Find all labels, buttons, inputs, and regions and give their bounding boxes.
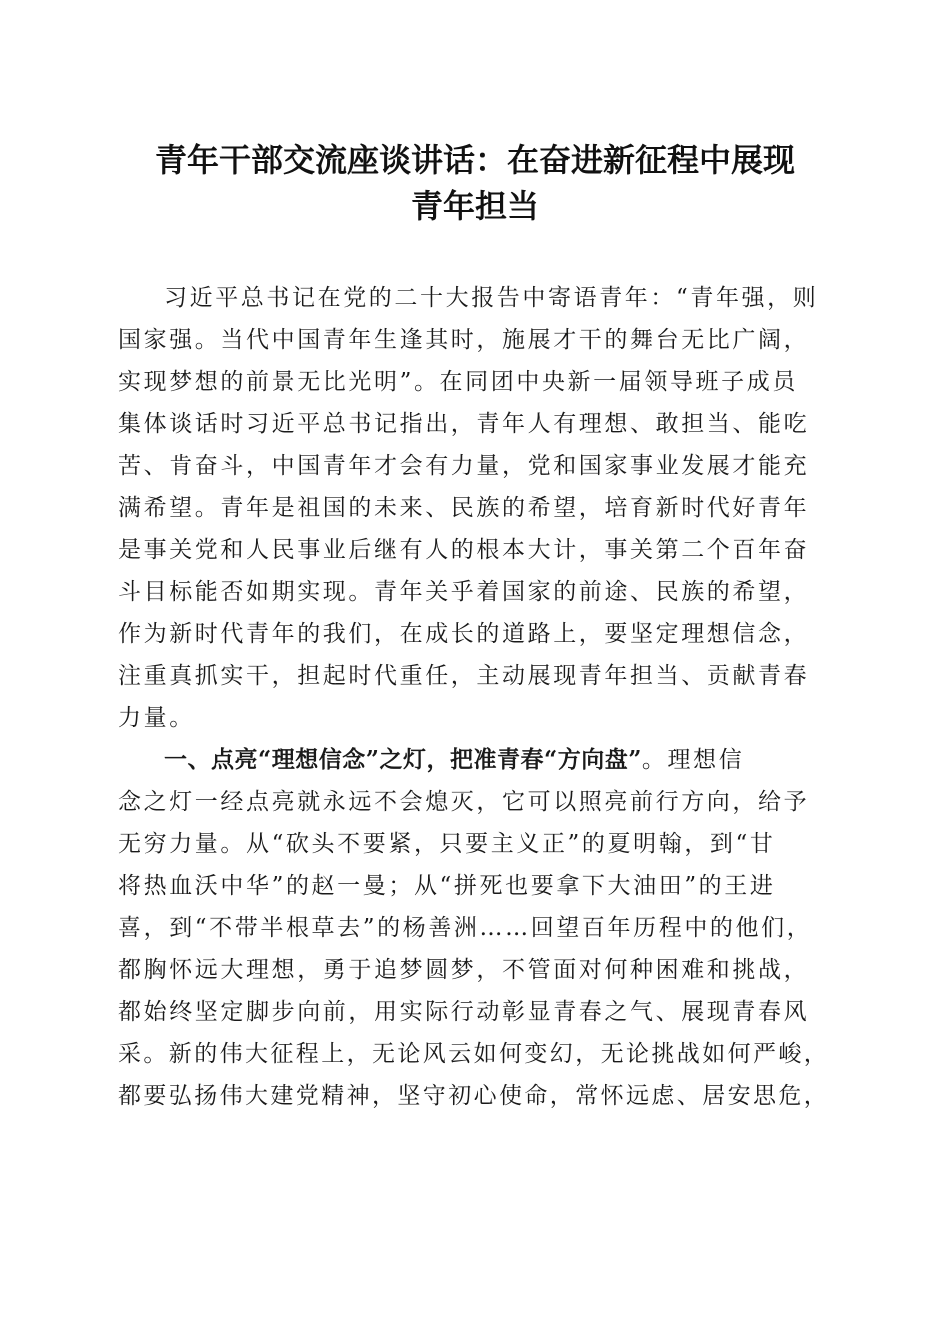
paragraph-line: 将热血沃中华”的赵一曼；从“拼死也要拿下大油田”的王进 [118,873,776,899]
section-1-first-line [118,739,830,781]
paragraph-line: 采。新的伟大征程上，无论风云如何变幻，无论挑战如何严峻， [118,1041,830,1067]
paragraph-line: 都要弘扬伟大建党精神，坚守初心使命，常怀远虑、居安思危， [118,1083,830,1109]
paragraph-line: 注重真抓实干，担起时代重任，主动展现青年担当、贡献青春 [118,663,810,689]
paragraph-line: 斗目标能否如期实现。青年关乎着国家的前途、民族的希望， [118,579,810,605]
paragraph-line: 作为新时代青年的我们，在成长的道路上，要坚定理想信念， [118,621,810,647]
document-title [100,137,850,229]
paragraph-line: 力量。 [118,705,195,731]
paragraph-line: 无穷力量。从“砍头不要紧，只要主义正”的夏明翰，到“甘 [118,831,776,857]
section-1-first-line-rest: 。理想信 [641,747,745,773]
paragraph-line: 都胸怀远大理想，勇于追梦圆梦，不管面对何种困难和挑战， [118,957,810,983]
section-1 [118,739,830,1117]
paragraph-line: 满希望。青年是祖国的未来、民族的希望，培育新时代好青年 [118,495,810,521]
paragraph-line: 念之灯一经点亮就永远不会熄灭，它可以照亮前行方向，给予 [118,789,810,815]
paragraph-line: 苦、肯奋斗，中国青年才会有力量，党和国家事业发展才能充 [118,453,810,479]
paragraph-line: 集体谈话时习近平总书记指出，青年人有理想、敢担当、能吃 [118,411,810,437]
paragraph-intro [118,277,830,739]
title-line-2: 青年担当 [410,187,539,225]
paragraph-line: 是事关党和人民事业后继有人的根本大计，事关第二个百年奋 [118,537,810,563]
section-1-heading: 一、点亮“理想信念”之灯，把准青春“方向盘” [164,746,642,773]
paragraph-line: 国家强。当代中国青年生逢其时，施展才干的舞台无比广阔， [118,327,810,353]
paragraph-line: 习近平总书记在党的二十大报告中寄语青年：“青年强，则 [164,285,819,311]
paragraph-line: 喜，到“不带半根草去”的杨善洲……回望百年历程中的他们， [118,915,813,941]
title-line-1: 青年干部交流座谈讲话：在奋进新征程中展现 [154,141,795,179]
document-body [118,277,830,1117]
paragraph-line: 都始终坚定脚步向前，用实际行动彰显青春之气、展现青春风 [118,999,810,1025]
paragraph-line: 实现梦想的前景无比光明”。在同团中央新一届领导班子成员 [118,369,798,395]
